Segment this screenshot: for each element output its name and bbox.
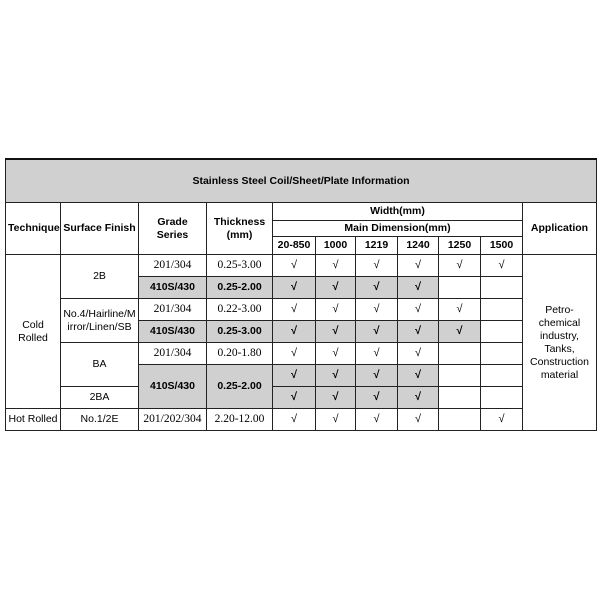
check-mark-icon: √ [316, 299, 356, 321]
grade-cell: 410S/430 [139, 365, 207, 409]
check-mark-icon: √ [316, 387, 356, 409]
check-mark-icon: √ [356, 277, 398, 299]
check-mark-icon: √ [273, 277, 316, 299]
check-mark-icon: √ [439, 255, 481, 277]
thickness-cell: 0.25-3.00 [207, 321, 273, 343]
thickness-cell: 0.25-2.00 [207, 365, 273, 409]
header-grade-series: Grade Series [139, 203, 207, 255]
check-mark-icon: √ [316, 321, 356, 343]
check-mark-icon: √ [273, 365, 316, 387]
check-mark-icon: √ [316, 409, 356, 431]
width-header-cell: 1240 [398, 237, 439, 255]
finish-no4: No.4/Hairline/Mirror/Linen/SB [61, 299, 139, 343]
check-mark-icon: √ [316, 255, 356, 277]
check-mark-icon: √ [273, 343, 316, 365]
grade-cell: 410S/430 [139, 321, 207, 343]
check-mark-icon: √ [398, 387, 439, 409]
width-cell [481, 343, 523, 365]
width-header-cell: 20-850 [273, 237, 316, 255]
width-cell [439, 365, 481, 387]
width-cell [481, 365, 523, 387]
check-mark-icon: √ [481, 255, 523, 277]
table-row [6, 387, 597, 409]
thickness-cell: 2.20-12.00 [207, 409, 273, 431]
application-cell: Petro-chemical industry, Tanks, Construction material [523, 255, 597, 431]
header-main-dimension: Main Dimension(mm) [273, 221, 523, 237]
width-header-cell: 1250 [439, 237, 481, 255]
width-cell [439, 387, 481, 409]
header-thickness: Thickness (mm) [207, 203, 273, 255]
grade-cell: 201/304 [139, 255, 207, 277]
check-mark-icon: √ [356, 365, 398, 387]
header-technique: Technique [6, 203, 61, 255]
check-mark-icon: √ [356, 387, 398, 409]
thickness-cell: 0.20-1.80 [207, 343, 273, 365]
width-cell [439, 409, 481, 431]
check-mark-icon: √ [273, 387, 316, 409]
width-cell [481, 321, 523, 343]
table-row [6, 409, 597, 431]
check-mark-icon: √ [273, 299, 316, 321]
check-mark-icon: √ [356, 299, 398, 321]
grade-cell: 201/202/304 [139, 409, 207, 431]
check-mark-icon: √ [316, 277, 356, 299]
table-title: Stainless Steel Coil/Sheet/Plate Information [6, 159, 597, 203]
grade-cell: 201/304 [139, 343, 207, 365]
table-row [6, 299, 597, 321]
check-mark-icon: √ [356, 409, 398, 431]
width-cell [439, 277, 481, 299]
finish-2b: 2B [61, 255, 139, 299]
grade-cell: 410S/430 [139, 277, 207, 299]
check-mark-icon: √ [398, 255, 439, 277]
table-row [6, 343, 597, 365]
finish-no12e: No.1/2E [61, 409, 139, 431]
check-mark-icon: √ [439, 321, 481, 343]
width-header-cell: 1219 [356, 237, 398, 255]
width-cell [481, 277, 523, 299]
width-header-cell: 1000 [316, 237, 356, 255]
check-mark-icon: √ [398, 321, 439, 343]
header-surface-finish: Surface Finish [61, 203, 139, 255]
check-mark-icon: √ [273, 255, 316, 277]
grade-cell: 201/304 [139, 299, 207, 321]
check-mark-icon: √ [356, 343, 398, 365]
check-mark-icon: √ [398, 343, 439, 365]
thickness-cell: 0.25-2.00 [207, 277, 273, 299]
check-mark-icon: √ [439, 299, 481, 321]
check-mark-icon: √ [398, 409, 439, 431]
check-mark-icon: √ [481, 409, 523, 431]
info-table-container [5, 158, 596, 431]
thickness-cell: 0.22-3.00 [207, 299, 273, 321]
width-header-cell: 1500 [481, 237, 523, 255]
thickness-cell: 0.25-3.00 [207, 255, 273, 277]
header-width: Width(mm) [273, 203, 523, 221]
check-mark-icon: √ [398, 299, 439, 321]
finish-2ba: 2BA [61, 387, 139, 409]
technique-hot-rolled: Hot Rolled [6, 409, 61, 431]
table-row [6, 255, 597, 277]
technique-cold-rolled: Cold Rolled [6, 255, 61, 409]
header-application: Application [523, 203, 597, 255]
check-mark-icon: √ [398, 365, 439, 387]
width-cell [481, 387, 523, 409]
width-cell [439, 343, 481, 365]
check-mark-icon: √ [356, 255, 398, 277]
steel-info-table [5, 158, 597, 431]
check-mark-icon: √ [273, 409, 316, 431]
check-mark-icon: √ [316, 365, 356, 387]
check-mark-icon: √ [398, 277, 439, 299]
check-mark-icon: √ [356, 321, 398, 343]
finish-ba: BA [61, 343, 139, 387]
width-cell [481, 299, 523, 321]
check-mark-icon: √ [273, 321, 316, 343]
check-mark-icon: √ [316, 343, 356, 365]
